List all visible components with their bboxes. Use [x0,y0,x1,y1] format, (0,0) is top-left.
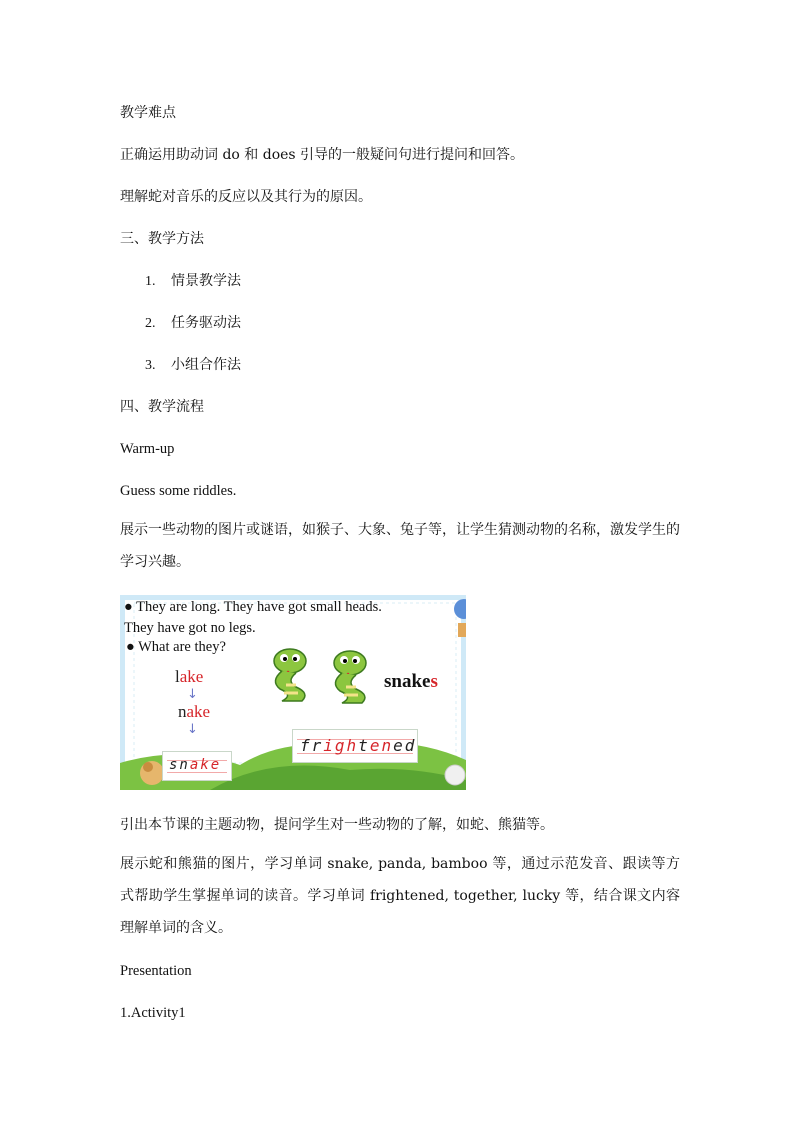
methods-heading: 三、教学方法 [120,231,204,247]
difficulty-item-1: 正确运用助动词 do 和 does 引导的一般疑问句进行提问和回答。 [120,147,525,163]
method-item-1 [145,271,241,292]
method-label: 情景教学法 [171,273,241,289]
answer-snakes: snakes [384,671,438,692]
difficulty-item-2: 理解蛇对音乐的反应以及其行为的原因。 [120,189,372,205]
list-number: 2. [145,316,156,331]
list-number: 3. [145,358,156,373]
vocab-paragraph: 展示蛇和熊猫的图片，学习单词 snake, panda, bamboo 等，通过示范发音、跟读等方式帮助学生掌握单词的读音。学习单词 frightened, together, lucky 等，结合课文内容理解单词的含义。 [120,856,680,936]
warmup-heading: Warm-up [120,441,175,457]
list-number: 1. [145,274,156,289]
riddle-line-2: They have got no legs. [124,620,256,636]
arrow-down-icon: ↓ [187,687,198,702]
snake-icon [266,645,314,703]
word-nake: nake [178,702,211,721]
card-snake: snake [162,751,232,781]
warmup-description: 展示一些动物的图片或谜语，如猴子、大象、兔子等，让学生猜测动物的名称，激发学生的学习兴趣。 [120,522,680,570]
warmup-subtitle: Guess some riddles. [120,483,237,499]
process-heading: 四、教学流程 [120,399,204,415]
riddle-slide-image [120,595,466,790]
word-lake: lake [175,667,204,686]
arrow-down-icon: ↓ [187,722,198,737]
method-item-3 [145,355,241,376]
method-item-2 [145,313,241,334]
riddle-line-1: ● They are long. They have got small heads. [124,599,382,615]
activity-heading: 1.Activity1 [120,1005,186,1021]
presentation-heading: Presentation [120,963,192,979]
method-label: 小组合作法 [171,357,241,373]
snake-icon [326,647,374,705]
card-frightened: frightened [292,729,418,763]
method-label: 任务驱动法 [171,315,241,331]
difficulty-heading: 教学难点 [120,105,176,121]
after-slide-text: 引出本节课的主题动物，提问学生对一些动物的了解，如蛇、熊猫等。 [120,817,554,833]
riddle-line-3: ● What are they? [126,639,226,655]
